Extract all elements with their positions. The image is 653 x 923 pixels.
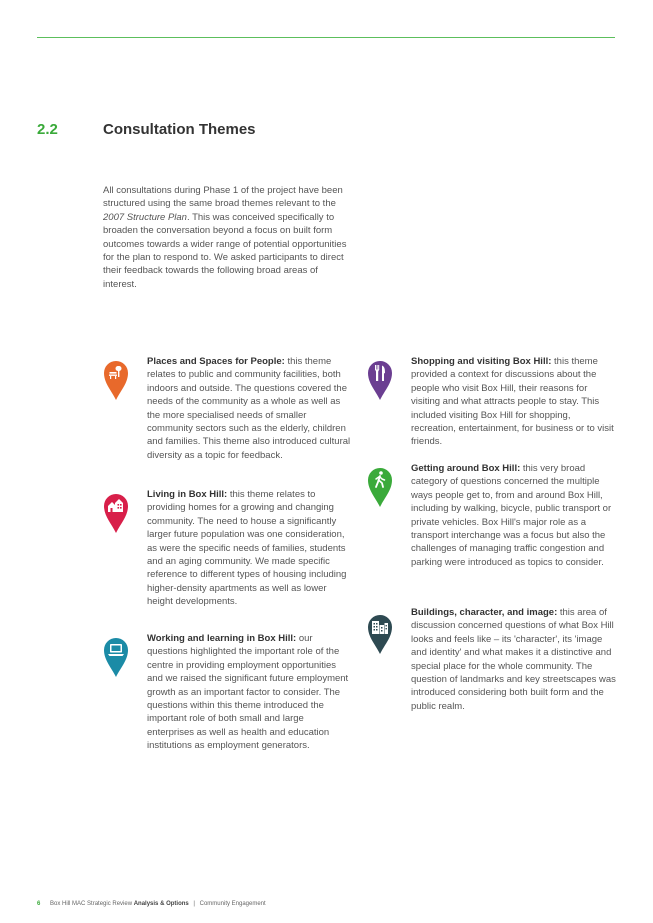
bench-tree-icon (103, 359, 129, 401)
page-footer (37, 901, 266, 907)
theme-body: this theme relates to public and community facilities, both indoors and outside. The questions covered the needs of the community as a whole as well as the more specialised needs of smaller community sectors such as the elderly, children and families. This theme also introduced cultural diversity as a topic for feedback. (147, 356, 351, 461)
theme-title: Living in Box Hill: (147, 489, 228, 500)
theme-body: this very broad category of questions concerned the multiple ways people get to, from and around Box Hill, including by walking, bicycle, public transport or private vehicles. Box Hill's major role as a transport interchange was a focus but also the challenges of managing traffic congestion and parking were introduced as topics to consider. (411, 463, 612, 568)
theme-title: Buildings, character, and image: (411, 607, 558, 618)
theme-title: Getting around Box Hill: (411, 463, 521, 474)
intro-text-rest: . This was conceived specifically to broaden the conversation beyond a focus on built form outcomes towards a wider range of potential opportunities for the plan to respond to. We asked participants to direct their feedback towards the following broad areas of interest. (103, 211, 347, 290)
pin-shape (104, 494, 128, 533)
footer-separator: | (193, 901, 195, 907)
theme-title: Shopping and visiting Box Hill: (411, 356, 552, 367)
theme-title: Working and learning in Box Hill: (147, 633, 297, 644)
page-number: 6 (37, 901, 41, 907)
laptop-icon (103, 636, 129, 678)
theme-places-spaces (147, 355, 353, 462)
fork-knife-icon (367, 359, 393, 401)
theme-body: our questions highlighted the important role of the centre in providing employment opportunities and we raised the significant future employment growth as an important factor to consider. The questions within this theme introduced the important role of both small and large enterprises as well as health and education institutions as employment generators. (147, 633, 349, 752)
footer-part: Community Engagement (199, 901, 266, 907)
theme-working-learning (147, 632, 353, 753)
pin-shape (104, 361, 128, 400)
theme-shopping-visiting (411, 355, 617, 449)
houses-icon (103, 492, 129, 534)
section-number: 2.2 (37, 121, 58, 138)
intro-plan-name: 2007 Structure Plan (103, 211, 187, 223)
footer-doc-title: Box Hill MAC Strategic Review (50, 901, 133, 907)
pin-shape (368, 615, 392, 654)
theme-living (147, 488, 353, 609)
theme-body: this theme provided a context for discussions about the people who visit Box Hill, their reasons for visiting and what attracts people to stay. This included visiting Box Hill for shopping, recreation, entertainment, for business or to visit friends. (411, 356, 614, 448)
theme-body: this area of discussion concerned questions of what Box Hill looks and feels like – its 'character', its 'image and identity' and what makes it a distinctive and special place for the whole community. The question of landmarks and key streetscapes was introduced considering both built form and the public realm. (411, 607, 616, 712)
theme-getting-around (411, 462, 617, 569)
intro-text: All consultations during Phase 1 of the project have been structured using the same broad themes relevant to the (103, 185, 343, 210)
walking-person-icon (367, 466, 393, 508)
header-rule (37, 37, 615, 38)
section-title: Consultation Themes (103, 121, 256, 138)
footer-section: Analysis & Options (133, 901, 189, 907)
pin-shape (368, 361, 392, 400)
buildings-icon (367, 613, 393, 655)
intro-paragraph (103, 184, 353, 291)
theme-title: Places and Spaces for People: (147, 356, 285, 367)
pin-shape (104, 638, 128, 677)
theme-body: this theme relates to providing homes for a growing and changing community. The need to house a significantly larger future population was one consideration, as were the specific needs of families, students and an aging community. We made specific reference to different types of housing including higher-density apartments as well as lower height developments. (147, 489, 347, 608)
theme-buildings-character (411, 606, 617, 713)
